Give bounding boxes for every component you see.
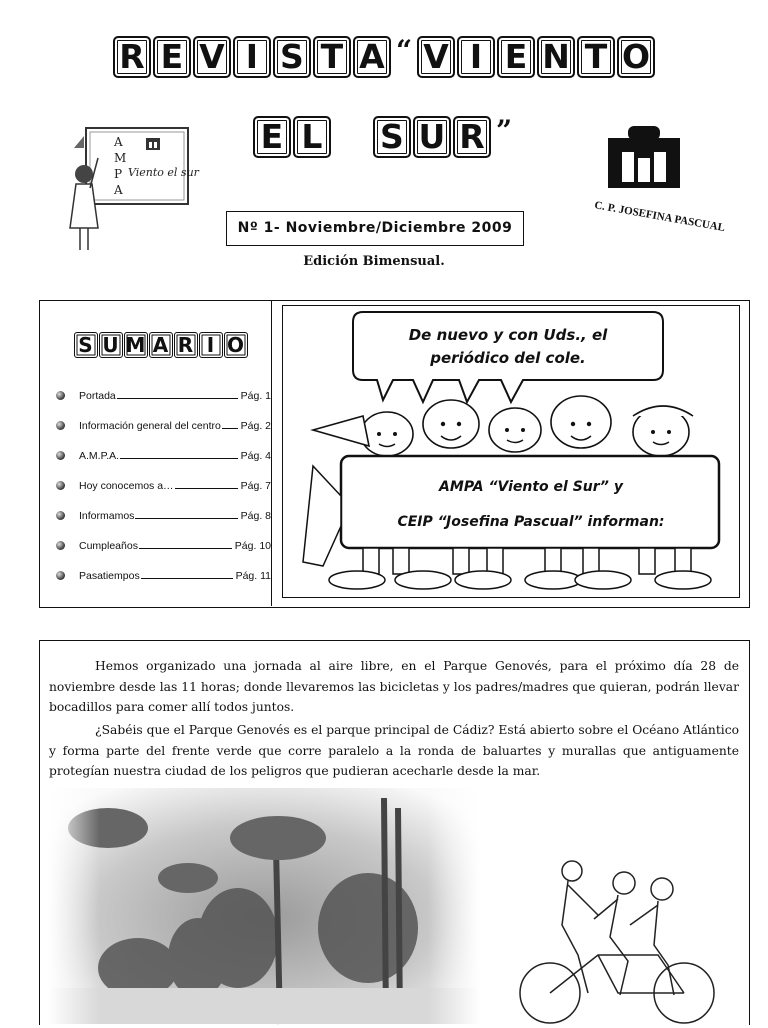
- close-quote: ”: [495, 114, 513, 147]
- toc-item: [56, 552, 271, 582]
- bullet-icon: [56, 421, 65, 430]
- title-letter-tile: E: [153, 36, 191, 78]
- title-letter-tile: R: [453, 116, 491, 158]
- sumario-letter-tile: R: [174, 332, 198, 358]
- title-letter-tile: I: [457, 36, 495, 78]
- title-letter-tile: R: [113, 36, 151, 78]
- sumario-letter-tile: M: [124, 332, 148, 358]
- toc-item: [56, 432, 271, 462]
- bubble-line-1: De nuevo y con Uds., el: [408, 326, 608, 344]
- toc-item-label: Hoy conocemos a…: [79, 480, 174, 492]
- cartoon-illustration: [282, 305, 740, 598]
- toc-item-label: Informamos: [79, 510, 135, 522]
- bullet-icon: [56, 541, 65, 550]
- title-letter-tile: N: [537, 36, 575, 78]
- title-letter-tile: T: [313, 36, 351, 78]
- issue-number: Nº 1- Noviembre/Diciembre 2009: [226, 211, 524, 246]
- toc-leader-line: [222, 428, 238, 429]
- sumario-title: [73, 332, 248, 358]
- toc-item: [56, 372, 271, 402]
- toc-leader-line: [175, 488, 238, 489]
- ampa-letter: A: [114, 183, 123, 197]
- title-letter-tile: A: [353, 36, 391, 78]
- table-of-contents: [56, 372, 271, 582]
- title-letter-tile: U: [413, 116, 451, 158]
- toc-item-page: Pág. 7: [240, 480, 271, 492]
- edition-label: Edición Bimensual.: [303, 254, 445, 269]
- ampa-name: Viento el sur: [128, 166, 199, 179]
- title-letter-tile: T: [577, 36, 615, 78]
- ampa-letter: M: [114, 151, 127, 165]
- toc-item: [56, 402, 271, 432]
- toc-item: [56, 522, 271, 552]
- ampa-logo: [68, 118, 199, 260]
- bullet-icon: [56, 511, 65, 520]
- toc-item: [56, 492, 271, 522]
- title-letter-tile: S: [373, 116, 411, 158]
- toc-item-page: Pág. 8: [240, 510, 271, 522]
- sumario-letter-tile: O: [224, 332, 248, 358]
- toc-item-page: Pág. 2: [240, 420, 271, 432]
- bullet-icon: [56, 571, 65, 580]
- title-letter-tile: L: [293, 116, 331, 158]
- toc-item-label: Portada: [79, 390, 116, 402]
- toc-item-page: Pág. 1: [240, 390, 271, 402]
- park-photo: [48, 788, 480, 1024]
- sumario-letter-tile: U: [99, 332, 123, 358]
- toc-item-label: Información general del centro: [79, 420, 221, 432]
- sumario-letter-tile: I: [199, 332, 223, 358]
- ampa-letter: P: [114, 167, 123, 181]
- title-letter-tile: E: [497, 36, 535, 78]
- toc-item-page: Pág. 4: [240, 450, 271, 462]
- title-letter-tile: I: [233, 36, 271, 78]
- school-name: C. P. JOSEFINA PASCUAL: [593, 199, 726, 235]
- title-letter-tile: V: [417, 36, 455, 78]
- banner-line-1: AMPA “Viento el Sur” y: [439, 479, 623, 495]
- sumario-letter-tile: S: [74, 332, 98, 358]
- bullet-icon: [56, 451, 65, 460]
- open-quote: “: [395, 34, 413, 67]
- toc-item-page: Pág. 11: [235, 570, 271, 582]
- toc-item-label: Cumpleaños: [79, 540, 138, 552]
- title-letter-tile: E: [253, 116, 291, 158]
- toc-leader-line: [139, 548, 232, 549]
- title-letter-tile: O: [617, 36, 655, 78]
- bicycle-drawing: [498, 845, 738, 1024]
- toc-leader-line: [141, 578, 233, 579]
- sumario-letter-tile: A: [149, 332, 173, 358]
- toc-item-label: A.M.P.A.: [79, 450, 120, 462]
- magazine-title-line1: [0, 36, 768, 78]
- bubble-line-2: periódico del cole.: [430, 349, 586, 367]
- title-letter-tile: V: [193, 36, 231, 78]
- toc-leader-line: [120, 458, 238, 459]
- bullet-icon: [56, 391, 65, 400]
- bullet-icon: [56, 481, 65, 490]
- ampa-letter: A: [114, 135, 123, 149]
- article-paragraph-2: ¿Sabéis que el Parque Genovés es el parque principal de Cádiz? Está abierto sobre el Océano Atlántico y forma parte del frente verde que corre paralelo a la ronda de baluartes y murallas que antiguamente protegían nuestra ciudad de los peligros que pudieran acecharle desde la mar.: [49, 723, 739, 778]
- toc-item: [56, 462, 271, 492]
- toc-leader-line: [117, 398, 238, 399]
- title-letter-tile: S: [273, 36, 311, 78]
- toc-leader-line: [135, 518, 237, 519]
- toc-item-label: Pasatiempos: [79, 570, 140, 582]
- toc-item-page: Pág. 10: [234, 540, 271, 552]
- school-logo: [572, 112, 726, 236]
- banner-line-2: CEIP “Josefina Pascual” informan:: [397, 514, 665, 530]
- article-paragraph-1: Hemos organizado una jornada al aire libre, en el Parque Genovés, para el próximo día 28 de noviembre desde las 11 horas; donde llevaremos las bicicletas y los padres/madres que quieran, podrán llevar bocadillos para comer allí todos juntos.: [49, 659, 739, 714]
